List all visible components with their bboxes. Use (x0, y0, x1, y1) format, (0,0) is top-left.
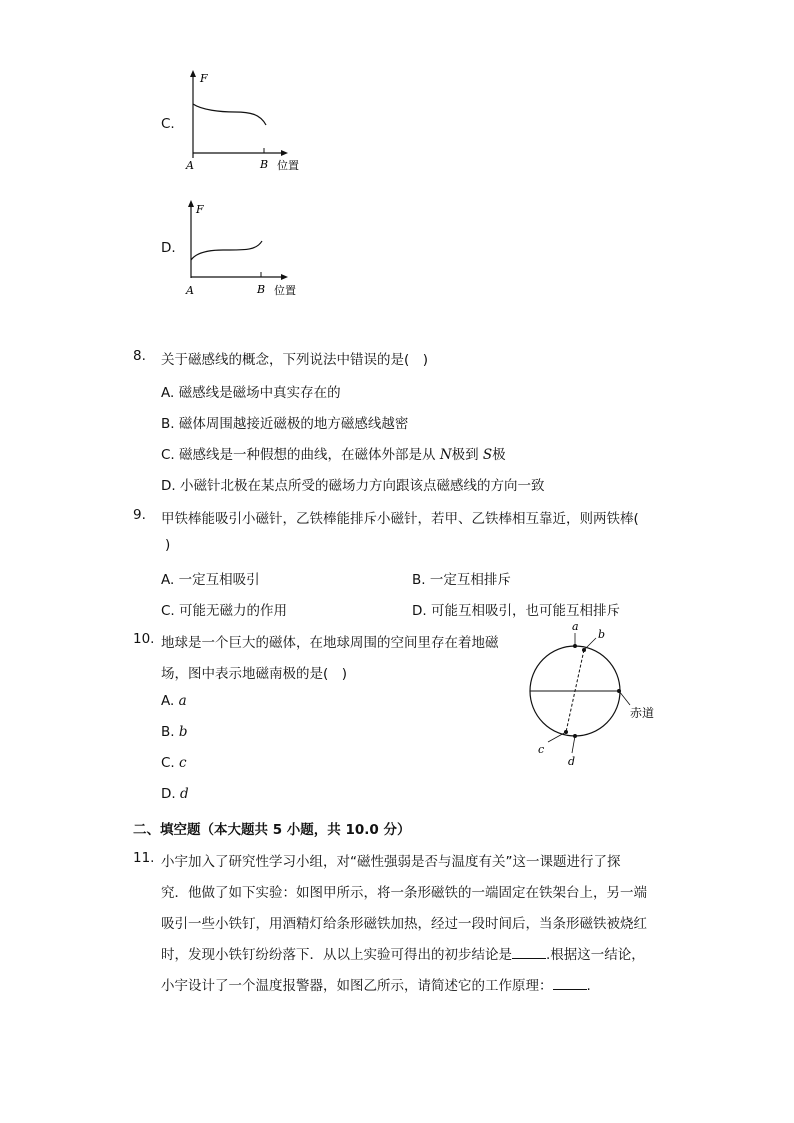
graph-c-x-end: B (260, 158, 269, 171)
label-equator: 赤道 (630, 706, 655, 720)
graph-c-y-label: F (200, 72, 208, 85)
q9-stem-line1: 甲铁棒能吸引小磁针，乙铁棒能排斥小磁针，若甲、乙铁棒相互靠近，则两铁棒( (161, 511, 639, 527)
q10-stem-line1: 地球是一个巨大的磁体，在地球周围的空间里存在着地磁 (161, 635, 499, 651)
q10-stem-line2: 场，图中表示地磁南极的是( ) (161, 666, 348, 682)
q9-number: 9. (133, 507, 146, 523)
q9-option-c: C. 可能无磁力的作用 (161, 603, 288, 619)
q11-line3: 吸引一些小铁钉，用酒精灯给条形磁铁加热，经过一段时间后，当条形磁铁被烧红 (161, 916, 647, 932)
graph-d-y-arrow (188, 200, 194, 207)
label-d: d (568, 755, 576, 768)
graph-c-x-arrow (281, 150, 288, 156)
q10-option-a: A. a (161, 693, 187, 709)
q8-option-c-mid: 极到 (451, 447, 483, 463)
graph-c-x-start: A (186, 159, 194, 172)
q11-line5: 小宇设计了一个温度报警器，如图乙所示，请简述它的工作原理： . (161, 974, 591, 994)
graph-d-x-unit: 位置 (274, 284, 296, 297)
leader-c (548, 732, 566, 742)
q8-option-c-pre: C. 磁感线是一种假想的曲线，在磁体外部是从 (161, 447, 440, 463)
q11-line1: 小宇加入了研究性学习小组，对“磁性强弱是否与温度有关”这一课题进行了探 (161, 854, 621, 870)
graph-d-x-arrow (281, 274, 288, 280)
q11-line2: 究．他做了如下实验：如图甲所示，将一条形磁铁的一端固定在铁架台上，另一端 (161, 885, 647, 901)
q10-number: 10. (133, 631, 155, 647)
q9-stem-line2: ) (165, 537, 171, 553)
earth-magnetic-diagram (520, 618, 670, 770)
leader-d (572, 736, 575, 753)
graph-c-x-unit: 位置 (277, 159, 299, 172)
label-c: c (538, 743, 545, 756)
q11-number: 11. (133, 850, 155, 866)
leader-equator (619, 691, 630, 705)
graph-d-y-label: F (196, 203, 204, 216)
graph-c-curve (193, 104, 266, 125)
graph-d-x-end: B (257, 283, 266, 296)
section-2-title: 二、填空题（本大题共 5 小题，共 10.0 分） (133, 822, 411, 838)
q9-option-a: A. 一定互相吸引 (161, 572, 260, 588)
label-a: a (572, 620, 579, 633)
q11-line4: 时，发现小铁钉纷纷落下．从以上实验可得出的初步结论是 .根据这一结论， (161, 943, 645, 963)
q11-blank-2[interactable] (553, 975, 587, 990)
q8-number: 8. (133, 348, 146, 364)
q10-option-d: D. d (161, 786, 189, 802)
q8-option-b: B. 磁体周围越接近磁极的地方磁感线越密 (161, 416, 409, 432)
q8-option-c-s: S (482, 447, 493, 463)
q10-option-b: B. b (161, 724, 188, 740)
q9-option-d: D. 可能互相吸引，也可能互相排斥 (412, 603, 620, 619)
q11-blank-1[interactable] (512, 944, 546, 959)
q8-stem: 关于磁感线的概念，下列说法中错误的是( ) (161, 352, 429, 368)
graph-d (178, 198, 308, 302)
q8-option-c-n: N (439, 447, 452, 463)
graph-c (180, 68, 310, 174)
q8-option-d: D. 小磁针北极在某点所受的磁场力方向跟该点磁感线的方向一致 (161, 478, 545, 494)
q8-option-c-post: 极 (492, 447, 506, 463)
q9-option-b: B. 一定互相排斥 (412, 572, 511, 588)
label-b: b (598, 628, 606, 641)
option-d-label: D. (161, 240, 176, 256)
q8-option-c (161, 443, 506, 463)
graph-d-x-start: A (186, 284, 194, 297)
graph-c-y-arrow (190, 70, 196, 77)
option-c-label: C. (161, 116, 175, 132)
q8-option-a: A. 磁感线是磁场中真实存在的 (161, 385, 341, 401)
graph-d-curve (191, 241, 262, 260)
q10-option-c: C. c (161, 755, 187, 771)
